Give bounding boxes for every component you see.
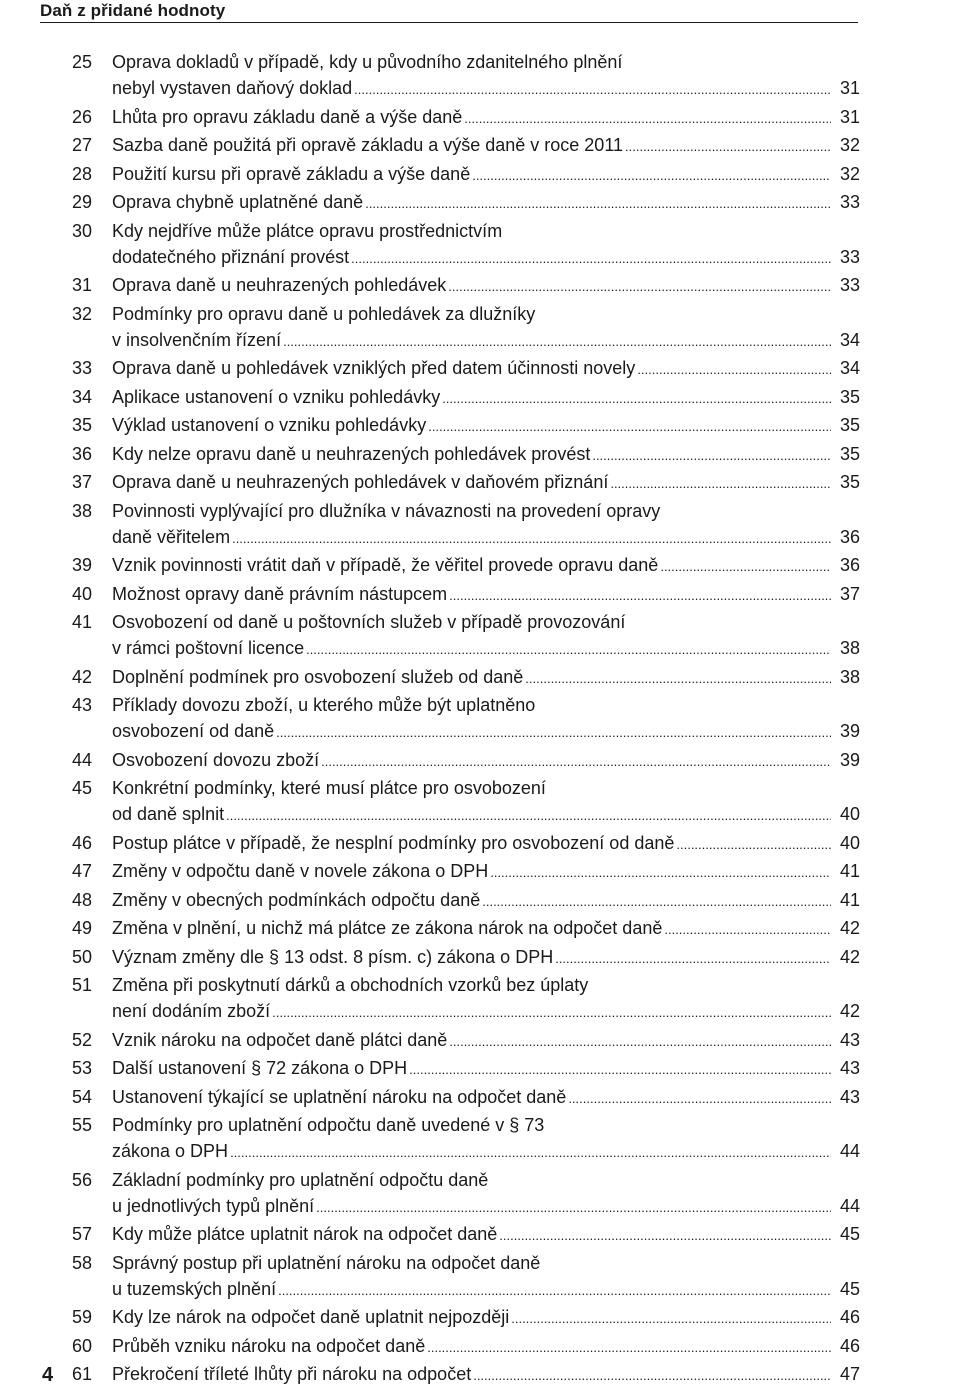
toc-entry-title-line: Postup plátce v případě, že nesplní podmínky pro osvobození od daně <box>112 832 675 853</box>
toc-entry-title-line: Další ustanovení § 72 zákona o DPH <box>112 1058 408 1078</box>
toc-entry-number: 42 <box>72 666 93 687</box>
toc-entry-title-line: Konkrétní podmínky, které musí plátce pro osvobození <box>112 778 546 798</box>
page-number: 4 <box>42 1364 54 1386</box>
toc-entry-last-line <box>112 1361 860 1389</box>
toc-entry-title-line: Oprava chybně uplatněné daně <box>112 192 364 212</box>
toc-entry-last-line <box>112 635 860 663</box>
dot-leader <box>278 1278 831 1304</box>
toc-entry-number: 61 <box>72 1364 93 1384</box>
dot-leader <box>449 583 831 609</box>
toc-entry-last-line <box>112 189 860 217</box>
toc-entry-title-line: Význam změny dle § 13 odst. 8 písm. c) zákona o DPH <box>112 946 554 967</box>
dot-leader <box>409 1057 831 1083</box>
toc-entry-last-line <box>112 75 860 103</box>
toc-entry-page: 42 <box>839 918 860 938</box>
toc-entry-body <box>112 469 860 497</box>
toc-entry-last-line <box>112 244 860 272</box>
toc-entry-page: 31 <box>839 106 860 127</box>
toc-entry-page: 35 <box>839 443 860 464</box>
toc-entry-page: 37 <box>839 583 860 604</box>
toc-entry-body <box>112 747 860 775</box>
toc-entry-number: 54 <box>72 1086 93 1107</box>
toc-entry-body <box>112 944 860 972</box>
toc-entry-number: 40 <box>72 583 93 604</box>
toc-entry-number: 55 <box>72 1115 93 1135</box>
dot-leader <box>464 106 831 132</box>
dot-leader <box>354 77 831 103</box>
toc-entry-last-line <box>112 747 860 775</box>
toc-entry-title-line: Kdy lze nárok na odpočet daně uplatnit nejpozději <box>112 1307 510 1327</box>
dot-leader <box>660 554 831 580</box>
toc-entry-body <box>112 355 860 383</box>
toc-entry-last-line <box>112 1138 860 1166</box>
toc-entry-body <box>112 1333 860 1361</box>
toc-entry <box>72 218 860 272</box>
toc-entry-title-line: v rámci poštovní licence <box>112 638 305 658</box>
toc-entry-body <box>112 1084 860 1112</box>
toc-entry-number: 31 <box>72 275 93 295</box>
toc-entry <box>72 498 860 552</box>
toc-entry-page: 34 <box>839 358 860 378</box>
toc-entry-body <box>112 1167 860 1221</box>
toc-entry-page: 36 <box>839 526 860 547</box>
toc-entry-number: 29 <box>72 192 93 212</box>
toc-entry-page: 34 <box>839 329 860 350</box>
toc-entry <box>72 1250 860 1304</box>
dot-leader <box>448 274 831 300</box>
dot-leader <box>490 860 831 886</box>
toc-entry-page: 45 <box>839 1278 860 1299</box>
toc-entry-title-line: Sazba daně použitá při opravě základu a výše daně v roce 2011 <box>112 135 624 155</box>
toc-entry-number: 56 <box>72 1169 93 1190</box>
toc-entry-number: 39 <box>72 555 93 575</box>
toc-entry-last-line <box>112 664 860 692</box>
toc-entry-body <box>112 609 860 663</box>
toc-entry-number: 43 <box>72 695 93 715</box>
toc-entry-body <box>112 1221 860 1249</box>
toc-entry-body <box>112 132 860 160</box>
running-header <box>40 0 858 23</box>
toc-entry-last-line <box>112 272 860 300</box>
toc-entry-page: 47 <box>839 1364 860 1384</box>
toc-entry-last-line <box>112 887 860 915</box>
dot-leader <box>664 917 831 943</box>
dot-leader <box>676 832 831 858</box>
toc-entry-body <box>112 104 860 132</box>
toc-entry <box>72 189 860 217</box>
dot-leader <box>449 1029 831 1055</box>
toc-entry-number: 32 <box>72 303 93 324</box>
dot-leader <box>230 1140 831 1166</box>
dot-leader <box>555 946 831 972</box>
toc-entry-title-line: dodatečného přiznání provést <box>112 246 350 267</box>
toc-entry <box>72 384 860 412</box>
toc-entry <box>72 1167 860 1221</box>
toc-entry-title-line: Správný postup při uplatnění nároku na odpočet daně <box>112 1252 541 1273</box>
toc-entry <box>72 775 860 829</box>
toc-entry-title-line: Možnost opravy daně právním nástupcem <box>112 583 448 604</box>
toc-entry <box>72 609 860 663</box>
toc-entry-page: 43 <box>839 1058 860 1078</box>
toc-entry-body <box>112 189 860 217</box>
toc-entry-body <box>112 775 860 829</box>
dot-leader <box>427 1335 831 1361</box>
toc-entry-body <box>112 441 860 469</box>
dot-leader <box>472 163 831 189</box>
dot-leader <box>226 803 831 829</box>
toc-entry-last-line <box>112 830 860 858</box>
toc-entry-body <box>112 664 860 692</box>
toc-entry-body <box>112 972 860 1026</box>
toc-entry-body <box>112 1027 860 1055</box>
toc-entry <box>72 104 860 132</box>
toc-entry <box>72 552 860 580</box>
toc-entry-page: 43 <box>839 1086 860 1107</box>
dot-leader <box>525 666 831 692</box>
toc-entry-last-line <box>112 327 860 355</box>
toc-entry-title-line: Změna v plnění, u nichž má plátce ze zákona nárok na odpočet daně <box>112 918 663 938</box>
toc-entry-page: 39 <box>839 721 860 741</box>
toc-entry <box>72 944 860 972</box>
toc-entry <box>72 49 860 103</box>
header-title: Daň z přidané hodnoty <box>40 1 226 20</box>
toc-entry <box>72 830 860 858</box>
toc-entry <box>72 355 860 383</box>
dot-leader <box>592 443 831 469</box>
toc-entry-title-line: zákona o DPH <box>112 1141 229 1161</box>
toc-entry-last-line <box>112 1221 860 1249</box>
toc-entry <box>72 972 860 1026</box>
toc-entry-page: 43 <box>839 1029 860 1050</box>
toc-entry-title-line: v insolvenčním řízení <box>112 329 282 350</box>
toc-entry-title-line: Ustanovení týkající se uplatnění nároku na odpočet daně <box>112 1086 567 1107</box>
toc-entry-body <box>112 552 860 580</box>
toc-entry-title-line: Vznik nároku na odpočet daně plátci daně <box>112 1029 448 1050</box>
toc-entry-body <box>112 1250 860 1304</box>
toc-entry-page: 46 <box>839 1307 860 1327</box>
toc-entry-last-line <box>112 552 860 580</box>
toc-entry-page: 41 <box>839 889 860 910</box>
toc-entry-number: 44 <box>72 749 93 770</box>
toc-entry-last-line <box>112 1027 860 1055</box>
toc-entry-last-line <box>112 355 860 383</box>
toc-entry-page: 33 <box>839 246 860 267</box>
dot-leader <box>610 471 831 497</box>
toc-entry-title-line: nebyl vystaven daňový doklad <box>112 78 353 98</box>
toc-entry-body <box>112 915 860 943</box>
dot-leader <box>442 386 831 412</box>
toc-entry-last-line <box>112 161 860 189</box>
toc-entry-last-line <box>112 998 860 1026</box>
toc-entry-body <box>112 301 860 355</box>
toc-entry <box>72 692 860 746</box>
toc-entry-number: 48 <box>72 889 93 910</box>
toc-entry-number: 49 <box>72 918 93 938</box>
toc-entry-page: 33 <box>839 275 860 295</box>
toc-entry-title-line: Oprava daně u neuhrazených pohledávek v daňovém přiznání <box>112 472 609 492</box>
toc-entry <box>72 747 860 775</box>
toc-entry-last-line <box>112 1084 860 1112</box>
toc-entry-title-line: daně věřitelem <box>112 526 231 547</box>
toc-entry-number: 25 <box>72 52 93 72</box>
dot-leader <box>568 1086 831 1112</box>
toc-entry-body <box>112 1361 860 1389</box>
toc-entry-title-line: není dodáním zboží <box>112 1001 271 1021</box>
toc-entry-body <box>112 498 860 552</box>
dot-leader <box>511 1306 831 1332</box>
toc-entry <box>72 469 860 497</box>
toc-entry-number: 34 <box>72 386 93 407</box>
toc-entry-body <box>112 412 860 440</box>
toc-entry-title-line: Vznik povinnosti vrátit daň v případě, že věřitel provede opravu daně <box>112 555 659 575</box>
toc-entry-last-line <box>112 469 860 497</box>
toc-entry-title-line: osvobození od daně <box>112 721 275 741</box>
toc-entry-last-line <box>112 1193 860 1221</box>
toc-entry-body <box>112 692 860 746</box>
toc-entry-number: 47 <box>72 861 93 881</box>
toc-entry-title-line: Osvobození dovozu zboží <box>112 749 320 770</box>
toc-entry-title-line: Výklad ustanovení o vzniku pohledávky <box>112 415 427 435</box>
dot-leader <box>272 1000 831 1026</box>
toc-entry <box>72 441 860 469</box>
toc-entry-title-line: Změna při poskytnutí dárků a obchodních vzorků bez úplaty <box>112 975 589 995</box>
toc-entry <box>72 272 860 300</box>
toc-entry-page: 35 <box>839 415 860 435</box>
toc-entry-last-line <box>112 104 860 132</box>
toc-entry <box>72 581 860 609</box>
toc-entry <box>72 132 860 160</box>
toc-entry <box>72 301 860 355</box>
toc-entry-last-line <box>112 1055 860 1083</box>
toc-entry-number: 50 <box>72 946 93 967</box>
toc-entry-number: 59 <box>72 1307 93 1327</box>
toc-entry <box>72 1304 860 1332</box>
toc-entry-last-line <box>112 944 860 972</box>
dot-leader <box>428 414 831 440</box>
toc-entry-title-line: Použití kursu při opravě základu a výše daně <box>112 163 471 184</box>
toc-entry-last-line <box>112 581 860 609</box>
toc-entry-body <box>112 49 860 103</box>
toc-entry-page: 38 <box>839 638 860 658</box>
toc-entry-last-line <box>112 1333 860 1361</box>
toc-entry-title-line: Změny v obecných podmínkách odpočtu daně <box>112 889 481 910</box>
toc-entry <box>72 858 860 886</box>
toc-entry-last-line <box>112 801 860 829</box>
toc-entry-title-line: Povinnosti vyplývající pro dlužníka v návaznosti na provedení opravy <box>112 500 661 521</box>
toc-entry-title-line: Příklady dovozu zboží, u kterého může být uplatněno <box>112 695 536 715</box>
toc-entry-title-line: Základní podmínky pro uplatnění odpočtu daně <box>112 1169 489 1190</box>
dot-leader <box>499 1223 831 1249</box>
toc-entry <box>72 1221 860 1249</box>
toc-entry <box>72 1112 860 1166</box>
toc-entry-last-line <box>112 524 860 552</box>
dot-leader <box>306 637 831 663</box>
toc-entry-page: 35 <box>839 386 860 407</box>
toc-entry-number: 38 <box>72 500 93 521</box>
toc-entry-number: 37 <box>72 472 93 492</box>
toc-entry-title-line: Kdy může plátce uplatnit nárok na odpočet daně <box>112 1224 498 1244</box>
toc-entry-page: 38 <box>839 666 860 687</box>
dot-leader <box>637 357 831 383</box>
dot-leader <box>321 749 831 775</box>
toc-entry-number: 45 <box>72 778 93 798</box>
toc-entry-number: 60 <box>72 1335 93 1356</box>
toc-entry-last-line <box>112 412 860 440</box>
toc-entry <box>72 1055 860 1083</box>
toc-entry-page: 39 <box>839 749 860 770</box>
toc-entry-title-line: Oprava daně u neuhrazených pohledávek <box>112 275 447 295</box>
toc-entry-number: 57 <box>72 1224 93 1244</box>
toc-entry-page: 35 <box>839 472 860 492</box>
toc-entry-last-line <box>112 1304 860 1332</box>
toc-entry-title-line: Oprava daně u pohledávek vzniklých před datem účinnosti novely <box>112 358 636 378</box>
toc-entry <box>72 1361 860 1389</box>
toc-entry-last-line <box>112 441 860 469</box>
toc-entry-number: 27 <box>72 135 93 155</box>
toc-entry-title-line: Oprava dokladů v případě, kdy u původního zdanitelného plnění <box>112 52 623 72</box>
toc-entry-body <box>112 272 860 300</box>
toc-entry-title-line: Kdy nejdříve může plátce opravu prostřednictvím <box>112 220 503 241</box>
dot-leader <box>473 1363 831 1389</box>
dot-leader <box>276 720 831 746</box>
toc-entry-page: 32 <box>839 163 860 184</box>
dot-leader <box>232 526 831 552</box>
toc-entry-page: 42 <box>839 1001 860 1021</box>
toc-entry-number: 33 <box>72 358 93 378</box>
toc-entry-page: 44 <box>839 1141 860 1161</box>
toc-entry-body <box>112 218 860 272</box>
dot-leader <box>283 329 831 355</box>
toc-entry-title-line: Podmínky pro opravu daně u pohledávek za dlužníky <box>112 303 536 324</box>
toc-entry-title-line: u tuzemských plnění <box>112 1278 277 1299</box>
toc-entry <box>72 412 860 440</box>
toc-entry-number: 53 <box>72 1058 93 1078</box>
dot-leader <box>351 246 831 272</box>
toc-entry-title-line: Lhůta pro opravu základu daně a výše daně <box>112 106 463 127</box>
toc-entry-page: 42 <box>839 946 860 967</box>
toc-entry-page: 40 <box>839 832 860 853</box>
dot-leader <box>625 134 831 160</box>
toc-entry-body <box>112 830 860 858</box>
toc-entry-body <box>112 1112 860 1166</box>
toc-entry-number: 35 <box>72 415 93 435</box>
toc-entry-page: 46 <box>839 1335 860 1356</box>
toc-entry-body <box>112 384 860 412</box>
toc-entry-last-line <box>112 858 860 886</box>
toc-entry <box>72 161 860 189</box>
toc-entry-page: 41 <box>839 861 860 881</box>
toc-entry-number: 36 <box>72 443 93 464</box>
toc-entry-title-line: od daně splnit <box>112 804 225 824</box>
toc-entry <box>72 664 860 692</box>
toc-entry-title-line: Aplikace ustanovení o vzniku pohledávky <box>112 386 441 407</box>
toc-entry-page: 33 <box>839 192 860 212</box>
table-of-contents <box>72 49 860 1390</box>
toc-entry-page: 45 <box>839 1224 860 1244</box>
toc-entry-number: 51 <box>72 975 93 995</box>
toc-entry-last-line <box>112 132 860 160</box>
toc-entry-title-line: Osvobození od daně u poštovních služeb v případě provozování <box>112 612 626 632</box>
toc-entry-body <box>112 858 860 886</box>
toc-entry-title-line: Překročení tříleté lhůty při nároku na odpočet <box>112 1364 472 1384</box>
toc-entry <box>72 1084 860 1112</box>
toc-entry-page: 44 <box>839 1195 860 1216</box>
toc-entry-last-line <box>112 718 860 746</box>
dot-leader <box>316 1195 831 1221</box>
toc-entry-body <box>112 887 860 915</box>
toc-entry-title-line: Podmínky pro uplatnění odpočtu daně uvedené v § 73 <box>112 1115 545 1135</box>
toc-entry-number: 28 <box>72 163 93 184</box>
toc-entry-last-line <box>112 384 860 412</box>
toc-entry-number: 58 <box>72 1252 93 1273</box>
toc-entry-page: 32 <box>839 135 860 155</box>
toc-entry-title-line: Kdy nelze opravu daně u neuhrazených pohledávek provést <box>112 443 591 464</box>
toc-entry-title-line: Průběh vzniku nároku na odpočet daně <box>112 1335 426 1356</box>
toc-entry-title-line: Doplnění podmínek pro osvobození služeb od daně <box>112 666 524 687</box>
toc-entry-last-line <box>112 915 860 943</box>
toc-entry <box>72 887 860 915</box>
toc-entry <box>72 1027 860 1055</box>
toc-entry-body <box>112 1055 860 1083</box>
toc-entry-title-line: u jednotlivých typů plnění <box>112 1195 315 1216</box>
dot-leader <box>365 191 831 217</box>
dot-leader <box>482 889 831 915</box>
toc-entry-last-line <box>112 1276 860 1304</box>
toc-entry-number: 30 <box>72 220 93 241</box>
toc-entry-page: 36 <box>839 555 860 575</box>
toc-entry-body <box>112 581 860 609</box>
toc-entry-number: 52 <box>72 1029 93 1050</box>
toc-entry-body <box>112 1304 860 1332</box>
toc-entry-title-line: Změny v odpočtu daně v novele zákona o DPH <box>112 861 489 881</box>
toc-entry <box>72 1333 860 1361</box>
toc-entry-page: 31 <box>839 78 860 98</box>
toc-entry-number: 26 <box>72 106 93 127</box>
toc-entry <box>72 915 860 943</box>
toc-entry-number: 46 <box>72 832 93 853</box>
toc-entry-body <box>112 161 860 189</box>
toc-entry-page: 40 <box>839 804 860 824</box>
toc-entry-number: 41 <box>72 612 93 632</box>
